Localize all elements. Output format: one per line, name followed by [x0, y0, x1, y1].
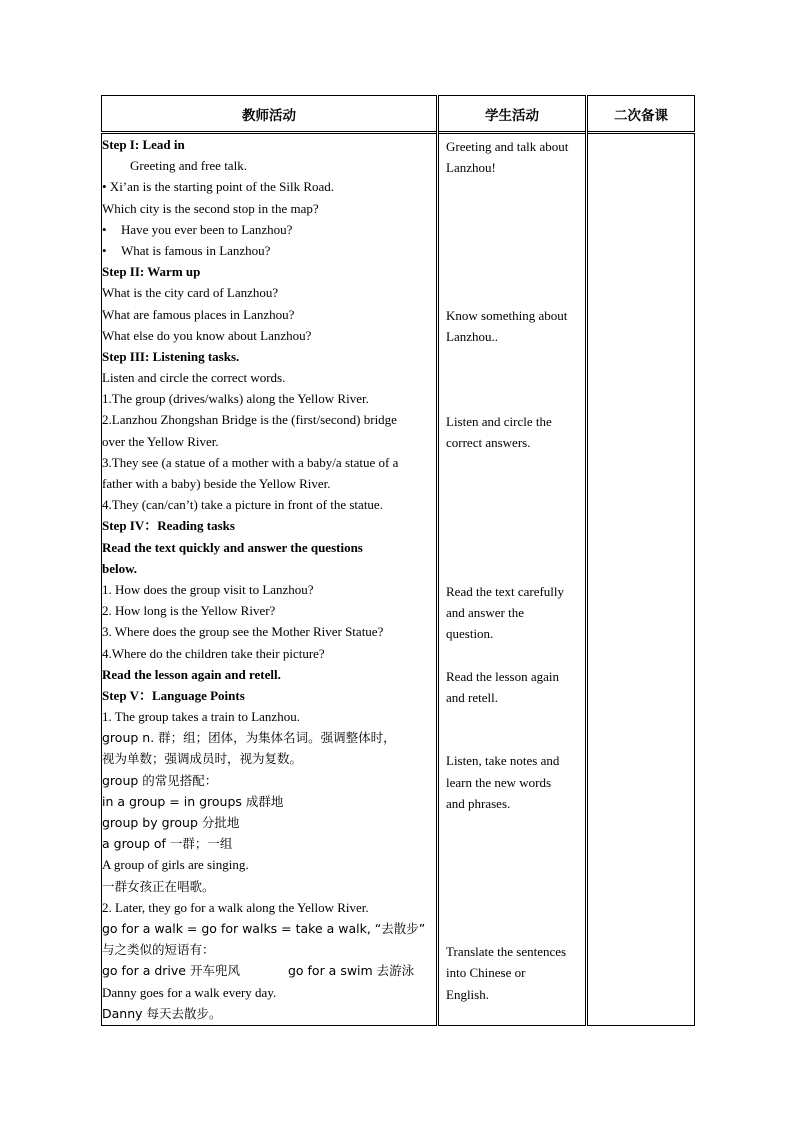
text-line: • Xi’an is the starting point of the Silk Road.	[102, 179, 335, 195]
text-line: correct answers.	[446, 435, 531, 450]
step1-title: Step I: Lead in	[102, 137, 185, 152]
student-activity-cell	[438, 133, 587, 1026]
text-line: group by group 分批地	[102, 815, 240, 830]
text-line: Read the text carefully	[446, 584, 565, 599]
text-line: group 的常见搭配：	[102, 772, 218, 788]
phrase-swim: go for a swim 去游泳	[287, 963, 415, 979]
step3-title: Step III: Listening tasks.	[102, 348, 240, 364]
header-student-activity: 学生活动	[438, 96, 587, 133]
step4-title: Step IV：Reading tasks	[102, 518, 235, 534]
text-line: question.	[446, 626, 494, 641]
text-line: Read the lesson again and retell.	[102, 666, 281, 682]
text-line: Lanzhou!	[446, 160, 496, 175]
text-line: 2. How long is the Yellow River?	[102, 603, 276, 619]
text-line	[102, 960, 436, 981]
text-line: over the Yellow River.	[102, 433, 219, 449]
text-line: a group of 一群；一组	[102, 836, 233, 852]
text-line: 2. Later, they go for a walk along the Yellow River.	[102, 899, 369, 915]
step5-title: Step V：Language Points	[102, 687, 245, 703]
text-line: 2.Lanzhou Zhongshan Bridge is the (first/second) bridge	[102, 412, 397, 428]
text-line: below.	[102, 560, 138, 576]
bullet-item	[102, 219, 436, 240]
step2-title: Step II: Warm up	[102, 264, 201, 280]
text-line: 4.They (can/can’t) take a picture in front of the statue.	[102, 497, 383, 513]
text-line: What are famous places in Lanzhou?	[102, 306, 295, 322]
text-line: 一群女孩正在唱歌。	[102, 878, 215, 894]
text-line: Translate the sentences	[446, 944, 567, 959]
text-line: and phrases.	[446, 796, 511, 811]
text-line: Know something about	[446, 308, 568, 323]
text-line: Lanzhou..	[446, 329, 498, 344]
second-preparation-cell[interactable]	[587, 133, 695, 1026]
text-line: Listen and circle the correct words.	[102, 370, 286, 386]
text-line: What else do you know about Lanzhou?	[102, 327, 312, 343]
lesson-plan-table	[101, 95, 695, 1026]
text-line: English.	[446, 987, 489, 1002]
bullet-item	[102, 240, 436, 261]
text-line: into Chinese or	[446, 965, 526, 980]
header-second-preparation: 二次备课	[587, 96, 695, 133]
text-line: 3. Where does the group see the Mother River Statue?	[102, 624, 384, 640]
text-line: group n. 群；组；团体，为集体名词。强调整体时，	[102, 730, 396, 746]
text-line: father with a baby) beside the Yellow River.	[102, 476, 331, 491]
phrase-drive: go for a drive 开车兜风	[102, 963, 240, 979]
text-line: Danny goes for a walk every day.	[102, 984, 277, 1000]
text-line: Greeting and free talk.	[130, 158, 247, 174]
text-line: 视为单数；强调成员时，视为复数。	[102, 751, 303, 767]
text-line: Read the text quickly and answer the questions	[102, 539, 363, 555]
text-line: Which city is the second stop in the map?	[102, 200, 319, 216]
header-teacher-activity: 教师活动	[102, 96, 438, 133]
text-line: Greeting and talk about	[446, 139, 569, 154]
text-line: 1. The group takes a train to Lanzhou.	[102, 709, 300, 725]
bullet-icon: •	[102, 242, 107, 258]
text-line: 1. How does the group visit to Lanzhou?	[102, 581, 314, 597]
bullet-icon: •	[102, 221, 107, 237]
bullet-text: What is famous in Lanzhou?	[121, 242, 271, 258]
header-row	[102, 96, 695, 133]
text-line: Listen, take notes and	[446, 753, 560, 768]
text-line: 4.Where do the children take their picture?	[102, 645, 325, 661]
text-line: and answer the	[446, 605, 524, 620]
bullet-text: Have you ever been to Lanzhou?	[121, 221, 293, 237]
text-line: A group of girls are singing.	[102, 857, 249, 873]
text-line: learn the new words	[446, 775, 552, 790]
content-row	[102, 133, 695, 1026]
text-line: 1.The group (drives/walks) along the Yellow River.	[102, 391, 369, 407]
text-line: Listen and circle the	[446, 414, 552, 429]
text-line: in a group = in groups 成群地	[102, 793, 284, 809]
text-line: 与之类似的短语有：	[102, 942, 215, 958]
teacher-activity-cell	[102, 133, 438, 1026]
text-line: go for a walk = go for walks = take a walk, “去散步”	[102, 920, 426, 936]
text-line: Read the lesson again	[446, 669, 559, 684]
text-line: and retell.	[446, 690, 498, 705]
text-line: 3.They see (a statue of a mother with a baby/a statue of a	[102, 454, 399, 470]
text-line: Danny 每天去散步。	[102, 1005, 222, 1021]
text-line: What is the city card of Lanzhou?	[102, 285, 279, 301]
